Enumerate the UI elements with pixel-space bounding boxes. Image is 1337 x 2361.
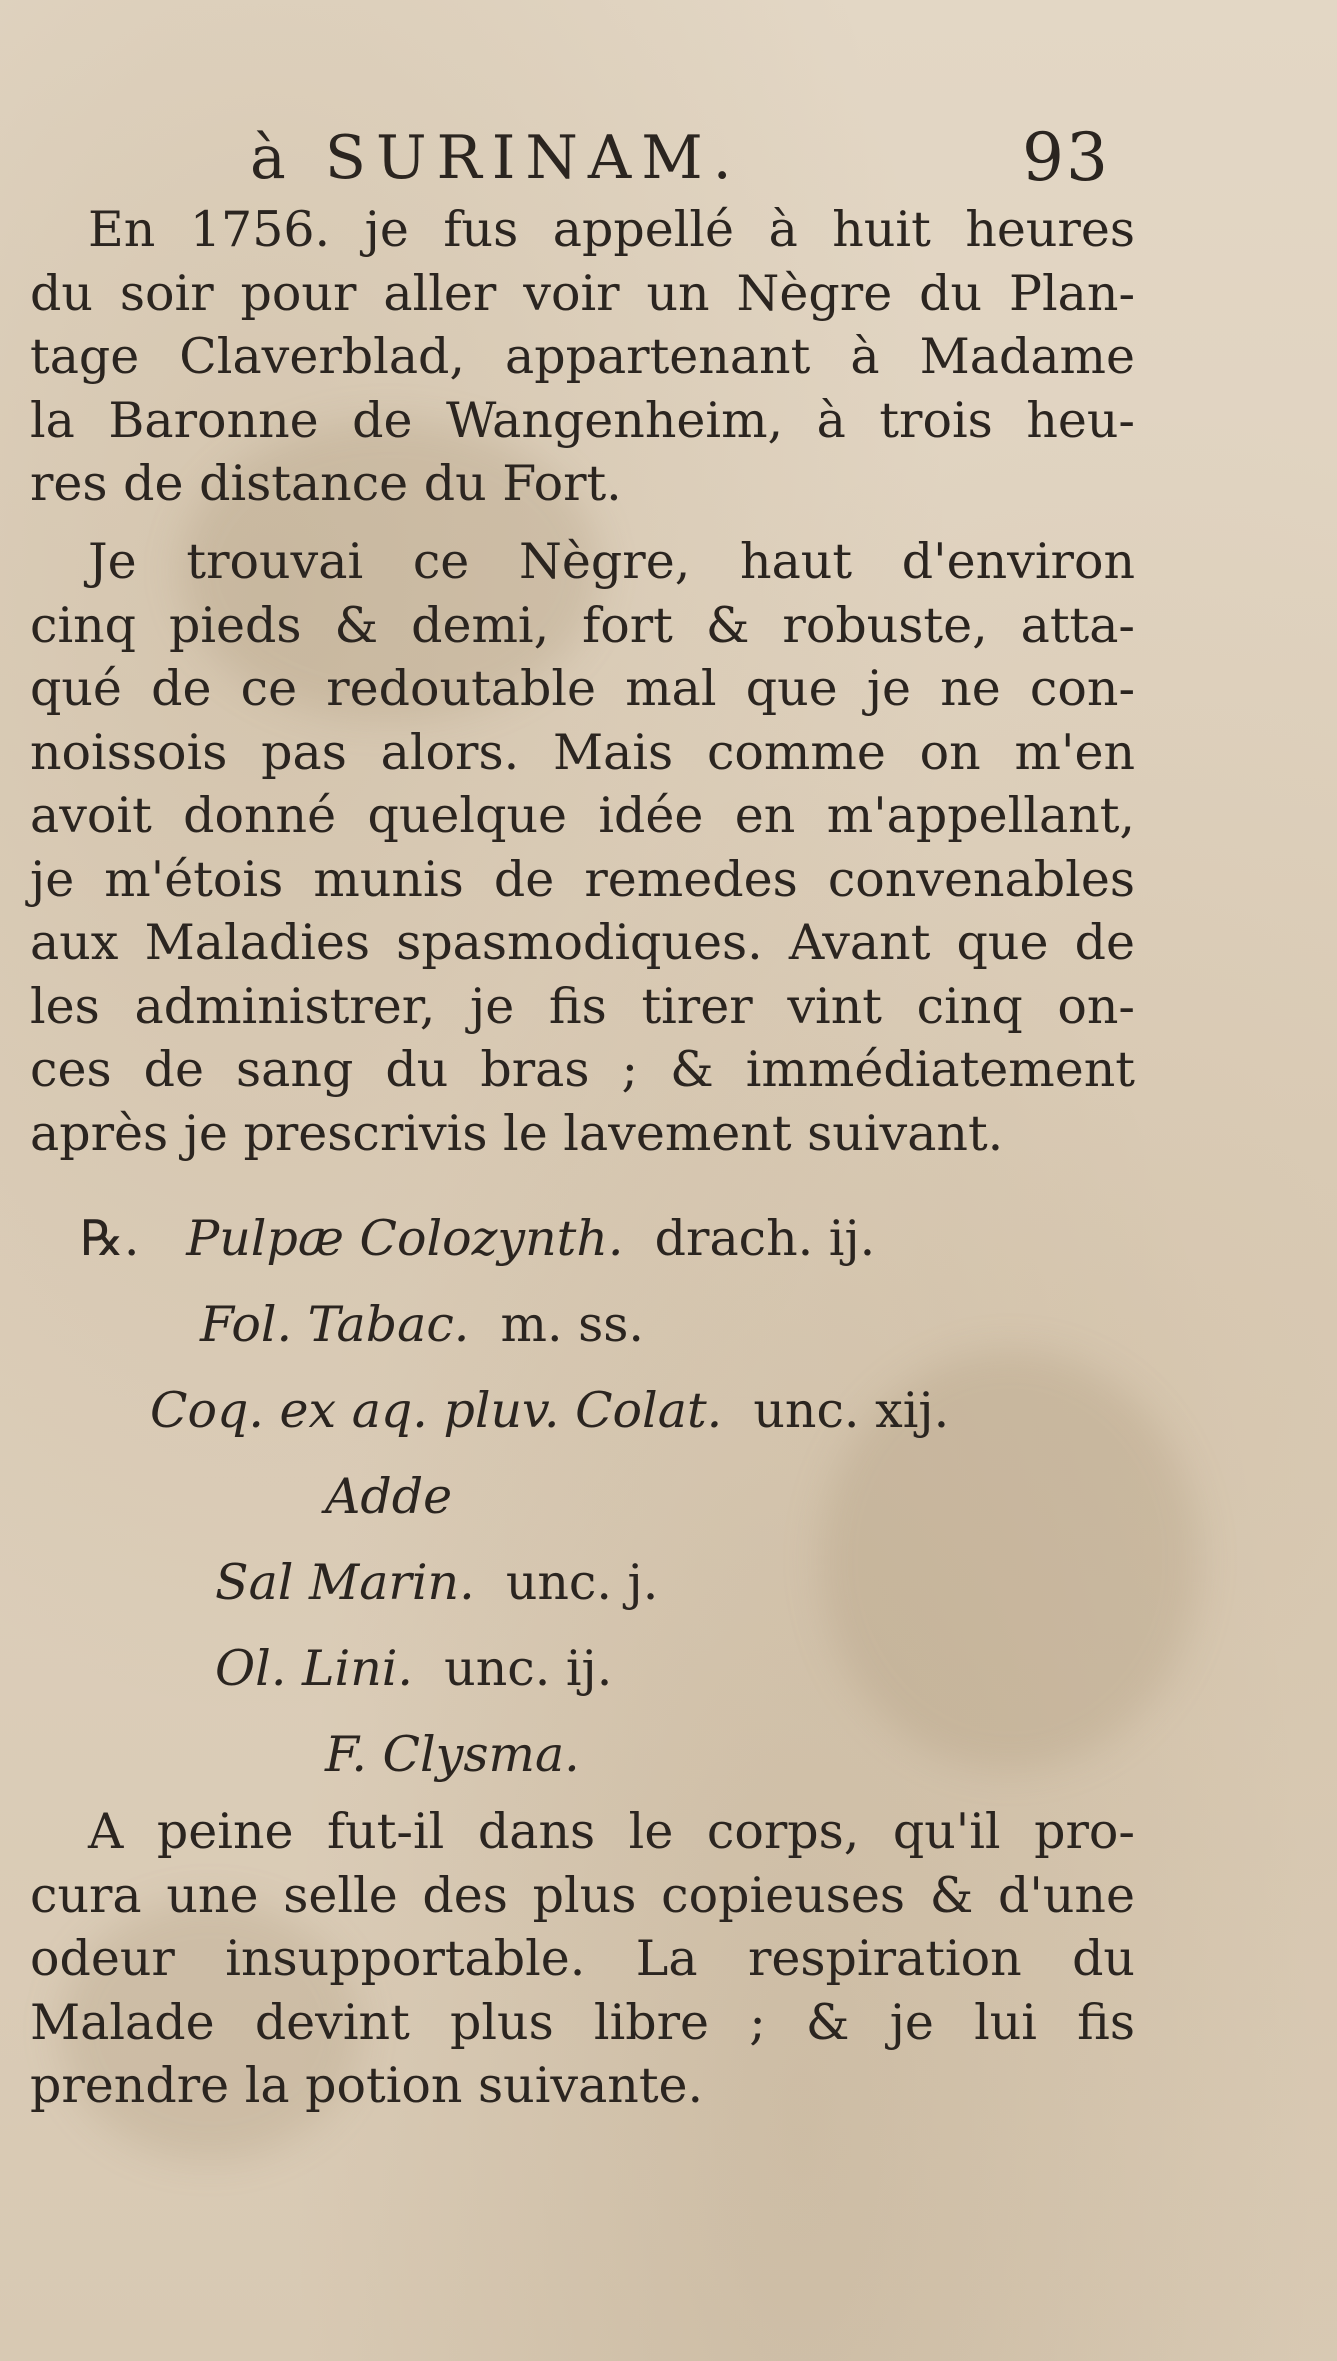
text-line: En 1756. je fus appellé à huit heures xyxy=(88,201,1135,258)
running-title: à SURINAM. xyxy=(250,123,742,193)
prescription-line xyxy=(325,1468,452,1525)
text-line: avoit donné quelque idée en m'appellant, xyxy=(30,787,1135,844)
page-number: 93 xyxy=(1022,119,1110,196)
recipe-symbol: ℞. xyxy=(80,1210,140,1267)
paragraph-2 xyxy=(30,530,1135,1165)
text-line: la Baronne de Wangenheim, à trois heu- xyxy=(30,391,1135,449)
ingredient: F. Clysma. xyxy=(325,1726,580,1783)
text-line: du soir pour aller voir un Nègre du Plan- xyxy=(30,264,1135,322)
text-line: je m'étois munis de remedes convenables xyxy=(30,850,1135,908)
paragraph-1 xyxy=(30,198,1135,516)
ingredient: Coq. ex aq. pluv. Colat. xyxy=(150,1382,723,1439)
dose: unc. ij. xyxy=(444,1640,613,1697)
text-line: cinq pieds & demi, fort & robuste, atta- xyxy=(30,596,1135,654)
text-line: après je prescrivis le lavement suivant. xyxy=(30,1104,1004,1162)
text-line: les administrer, je fis tirer vint cinq on- xyxy=(30,977,1135,1035)
prescription-line xyxy=(200,1296,644,1353)
text-line: Malade devint plus libre ; & je lui fis xyxy=(30,1993,1135,2051)
prescription-line xyxy=(215,1554,658,1611)
text-line: Je trouvai ce Nègre, haut d'environ xyxy=(88,533,1135,590)
dose: unc. j. xyxy=(505,1554,659,1611)
paragraph-3 xyxy=(30,1800,1135,2118)
prescription-line xyxy=(80,1210,875,1267)
prescription-line xyxy=(150,1382,949,1439)
text-line: noissois pas alors. Mais comme on m'en xyxy=(30,723,1135,781)
ingredient: Pulpæ Colozynth. xyxy=(186,1210,624,1267)
text-line: tage Claverblad, appartenant à Madame xyxy=(30,328,1135,385)
dose: m. ss. xyxy=(500,1296,644,1353)
text-line: odeur insupportable. La respiration du xyxy=(30,1930,1135,1987)
dose: drach. ij. xyxy=(654,1210,876,1267)
running-header xyxy=(250,118,1110,198)
prescription-line xyxy=(325,1726,580,1783)
text-line: A peine fut-il dans le corps, qu'il pro- xyxy=(88,1803,1135,1860)
text-line: aux Maladies spasmodiques. Avant que de xyxy=(30,914,1135,971)
ingredient: Adde xyxy=(325,1468,453,1525)
text-line: ces de sang du bras ; & immédiatement xyxy=(30,1041,1135,1098)
ingredient: Fol. Tabac. xyxy=(200,1296,470,1353)
prescription-line xyxy=(215,1640,612,1697)
text-line: res de distance du Fort. xyxy=(30,455,622,512)
text-line: cura une selle des plus copieuses & d'une xyxy=(30,1866,1135,1924)
text-line: prendre la potion suivante. xyxy=(30,2057,704,2114)
text-line: qué de ce redoutable mal que je ne con- xyxy=(30,660,1135,717)
ingredient: Sal Marin. xyxy=(215,1554,475,1611)
ingredient: Ol. Lini. xyxy=(215,1640,414,1697)
dose: unc. xij. xyxy=(753,1382,950,1439)
